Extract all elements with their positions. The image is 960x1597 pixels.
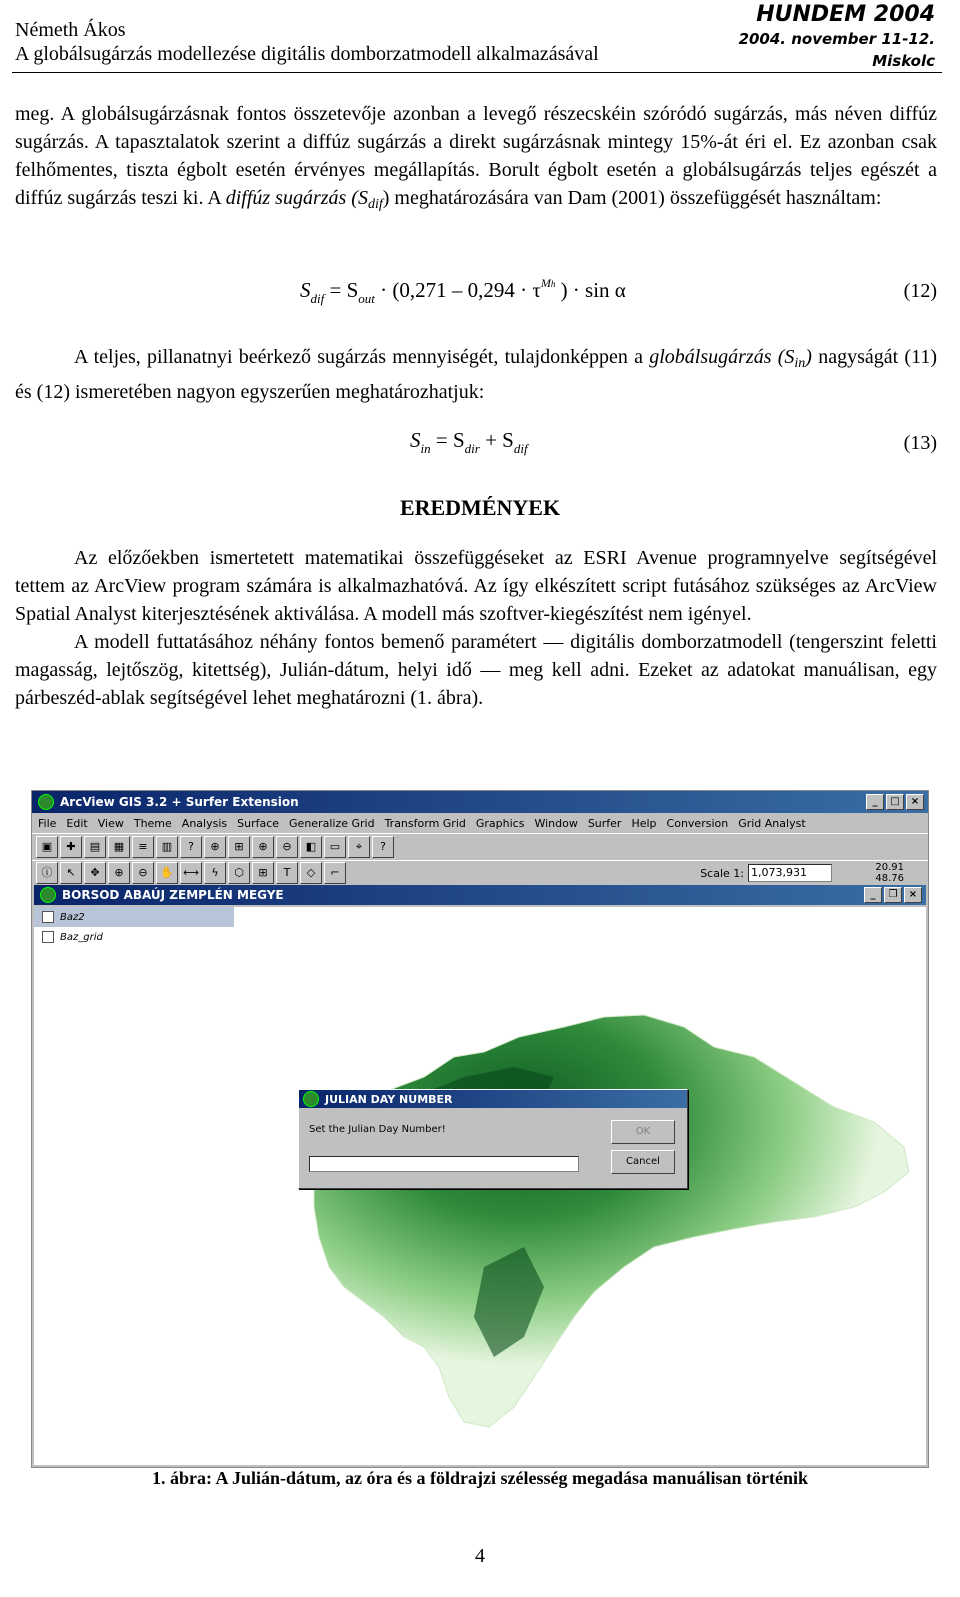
eq13-formula: $S_{in} = S_{dir} + S_{dif}$ (410, 428, 528, 456)
edit-legend-icon[interactable]: ≡ (132, 836, 154, 858)
menu-item[interactable]: View (97, 816, 124, 830)
eq12-formula: $S_{dif} = S_{out} \cdot (0,271 - 0,294 \cdot \tau^{Mh}$ ) · sin α (300, 276, 626, 306)
para1-text: meg. A globálsugárzásnak fontos összetevője azonban a levegő részecskéin szóródó sugárzás, más néven diffúz sugárzás. A tapasztalatok szerint a diffúz sugárzás a direkt sugárzásnak mintegy 15%-át éri el. Ez azonban csak felhőmentes, tiszta égbolt esetén érvényes megállapítás. Borult égbolt esetén a globálsugárzás teljes egészét a diffúz sugárzás teszi ki. A (15, 103, 937, 209)
para1-sub: dif (367, 197, 383, 212)
eq13-number: (13) (903, 432, 937, 454)
paragraph-1 (15, 100, 937, 219)
menu-item[interactable]: Transform Grid (384, 816, 466, 830)
layer-checkbox[interactable] (42, 911, 54, 923)
zoom-layer-icon[interactable]: ⊞ (228, 836, 250, 858)
menu-item[interactable]: File (38, 816, 57, 830)
page-number: 4 (475, 1545, 485, 1567)
scale-label: Scale 1: (700, 866, 744, 880)
view-icon (40, 887, 56, 903)
button-bar (32, 833, 928, 860)
hotlink-icon[interactable]: ϟ (204, 862, 226, 884)
menu-item[interactable]: Surfer (587, 816, 622, 830)
app-titlebar (32, 791, 928, 813)
help-icon[interactable]: ? (372, 836, 394, 858)
para1-italic: diffúz sugárzás (S (225, 187, 368, 209)
view-close-button[interactable]: × (904, 887, 922, 903)
menu-item[interactable]: Conversion (666, 816, 729, 830)
menu-item[interactable]: Generalize Grid (289, 816, 375, 830)
julian-day-input[interactable] (309, 1156, 579, 1172)
draw-icon[interactable]: ◇ (300, 862, 322, 884)
scale-input[interactable]: 1,073,931 (748, 864, 832, 882)
author: Németh Ákos (15, 19, 126, 41)
add-theme-icon[interactable]: ✚ (60, 836, 82, 858)
ok-button[interactable]: OK (611, 1120, 675, 1144)
maximize-button[interactable]: □ (886, 794, 904, 810)
area-icon[interactable]: ⬡ (228, 862, 250, 884)
save-icon[interactable]: ▣ (36, 836, 58, 858)
header-subtitle: A globálsugárzás modellezése digitális domborzatmodell alkalmazásával (15, 43, 599, 65)
label-icon[interactable]: ⊞ (252, 862, 274, 884)
menu-item[interactable]: Window (534, 816, 578, 830)
query-icon[interactable]: ? (180, 836, 202, 858)
app-title: ArcView GIS 3.2 + Surfer Extension (60, 795, 299, 809)
menu-item[interactable]: Graphics (475, 816, 525, 830)
text-icon[interactable]: T (276, 862, 298, 884)
zoom-in-fixed-icon[interactable]: ⊕ (252, 836, 274, 858)
conference-info (739, 2, 935, 72)
conference-name: HUNDEM 2004 (756, 2, 935, 27)
close-button[interactable]: × (906, 794, 924, 810)
zoom-full-icon[interactable]: ⊕ (204, 836, 226, 858)
para1-rest: ) meghatározására van Dam (2001) összefüggését használtam: (382, 187, 882, 209)
eq12-number: (12) (903, 280, 937, 302)
zoom-out-icon[interactable]: ⊖ (132, 862, 154, 884)
table-icon[interactable]: ▦ (108, 836, 130, 858)
layer-baz2[interactable]: Baz2 (34, 907, 234, 927)
menu-item[interactable]: Help (631, 816, 657, 830)
chart-icon[interactable]: ▥ (156, 836, 178, 858)
menu-item[interactable]: Edit (66, 816, 88, 830)
coordinate-readout: 20.91 48.76 (875, 862, 904, 884)
arcview-window (31, 790, 929, 1468)
identify-icon[interactable]: ⓘ (36, 862, 58, 884)
view-restore-button[interactable]: ❐ (884, 887, 902, 903)
julian-day-dialog (298, 1089, 688, 1189)
pan-icon[interactable]: ✋ (156, 862, 178, 884)
paragraph-3: Az előzőekben ismertetett matematikai összefüggéseket az ESRI Avenue programnyelve segítségével tettem az ArcView program számára is alkalmazhatóvá. Az így elkészített script futásához szükséges az ArcView Spatial Analyst kiterjesztésének aktiválása. A modell más szoftver-kiegészítést nem igényel. A modell futtatásához néhány fontos bemenő paramétert — digitális domborzatmodell (tengerszint feletti magasság, lejtőszög, kitettség), Julián-dátum, helyi idő — meg kell adni. Ezeket az adatokat manuálisan, egy párbeszéd-ablak segítségével lehet meghatározni (1. ábra). (15, 544, 937, 712)
menu-item[interactable]: Theme (133, 816, 172, 830)
equation-12 (15, 276, 937, 316)
header-rule (12, 72, 942, 73)
snap-icon[interactable]: ⌐ (324, 862, 346, 884)
measure-icon[interactable]: ⟷ (180, 862, 202, 884)
menu-bar (32, 813, 928, 833)
cancel-button[interactable]: Cancel (611, 1150, 675, 1174)
minimize-button[interactable]: _ (866, 794, 884, 810)
tool-bar (32, 860, 928, 885)
section-heading: EREDMÉNYEK (399, 495, 561, 520)
dialog-icon (303, 1091, 319, 1107)
paragraph-2: A teljes, pillanatnyi beérkező sugárzás mennyiségét, tulajdonképpen a globálsugárzás $(S_{in})$ nagyságát (11) és (12) ismeretében nagyon egyszerűen meghatározhatjuk: (15, 346, 937, 403)
dialog-titlebar (299, 1090, 687, 1108)
terrain-region (314, 1015, 909, 1427)
menu-item[interactable]: Surface (237, 816, 280, 830)
table-of-contents (34, 907, 235, 1465)
vertex-icon[interactable]: ✥ (84, 862, 106, 884)
select-icon[interactable]: ▭ (324, 836, 346, 858)
view-minimize-button[interactable]: _ (864, 887, 882, 903)
zoom-out-fixed-icon[interactable]: ⊖ (276, 836, 298, 858)
conference-date: 2004. november 11-12. (738, 30, 935, 48)
layer-baz-grid[interactable]: Baz_grid (34, 927, 234, 947)
layer-checkbox[interactable] (42, 931, 54, 943)
zoom-in-icon[interactable]: ⊕ (108, 862, 130, 884)
dialog-prompt: Set the Julian Day Number! (309, 1124, 446, 1135)
locate-icon[interactable]: ⌖ (348, 836, 370, 858)
pointer-icon[interactable]: ↖ (60, 862, 82, 884)
scale-control (700, 864, 832, 882)
menu-item[interactable]: Grid Analyst (738, 816, 806, 830)
figure-caption: 1. ábra: A Julián-dátum, az óra és a földrajzi szélesség megadása manuálisan történik (152, 1468, 808, 1488)
view-titlebar (34, 885, 926, 905)
equation-13 (15, 428, 937, 468)
previous-extent-icon[interactable]: ◧ (300, 836, 322, 858)
menu-item[interactable]: Analysis (181, 816, 228, 830)
dialog-title: JULIAN DAY NUMBER (325, 1092, 453, 1106)
globe-icon (38, 794, 54, 810)
conference-place: Miskolc (872, 52, 935, 70)
properties-icon[interactable]: ▤ (84, 836, 106, 858)
paragraph-4: A modell futtatásához néhány fontos bemenő paramétert — digitális domborzatmodell (tengerszint feletti magasság, lejtőszög, kitettség), Julián-dátum, helyi idő — meg kell adni. Ezeket az adatokat manuálisan, egy párbeszéd-ablak segítségével lehet meghatározni (1. ábra). (15, 631, 937, 709)
view-title: BORSOD ABAÚJ ZEMPLÉN MEGYE (62, 888, 284, 902)
running-header (15, 18, 599, 66)
